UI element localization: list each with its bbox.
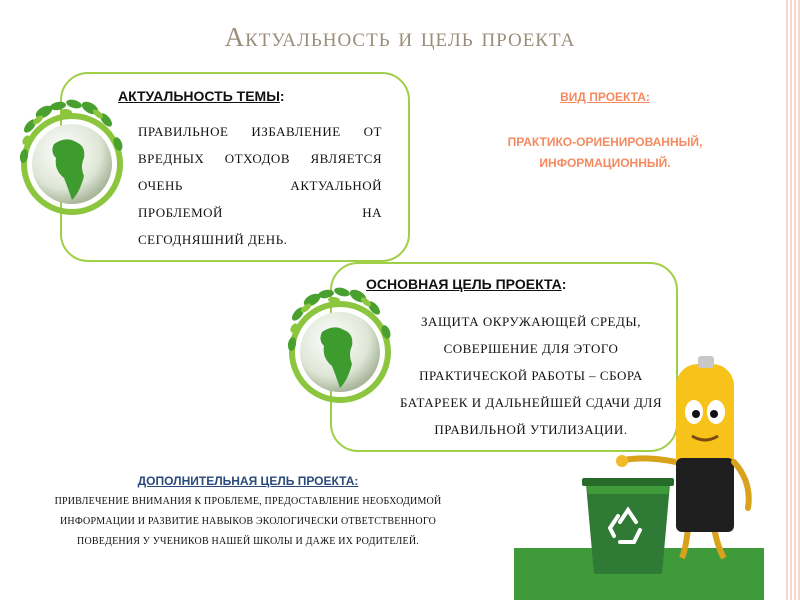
project-type-line: ИНФОРМАЦИОННЫЙ. [539, 156, 671, 170]
extra-goal-line: ИНФОРМАЦИИ И РАЗВИТИЕ НАВЫКОВ ЭКОЛОГИЧЕСКИ ОТВЕТСТВЕННОГО [59, 516, 436, 527]
main-goal-heading [366, 276, 566, 292]
extra-goal-heading: ДОПОЛНИТЕЛЬНАЯ ЦЕЛЬ ПРОЕКТА: [137, 474, 359, 488]
relevance-line: ОЧЕНЬ АКТУАЛЬНОЙ [138, 178, 382, 193]
earth-globe-icon [282, 284, 402, 410]
relevance-line: СЕГОДНЯШНИЙ ДЕНЬ. [138, 232, 288, 247]
project-type-text [470, 132, 740, 174]
main-goal-line: ЗАЩИТА ОКРУЖАЮЩЕЙ СРЕДЫ, [421, 314, 641, 329]
relevance-line: ПРОБЛЕМОЙ НА [138, 205, 382, 220]
main-goal-line: ПРАВИЛЬНОЙ УТИЛИЗАЦИИ. [434, 422, 628, 437]
main-goal-line: ПРАКТИЧЕСКОЙ РАБОТЫ – СБОРА [419, 368, 643, 383]
main-goal-line: СОВЕРШЕНИЕ ДЛЯ ЭТОГО [443, 341, 619, 356]
earth-globe-icon [14, 96, 134, 222]
relevance-heading-colon: : [279, 88, 285, 104]
project-type-line: ПРАКТИКО-ОРИЕНИРОВАННЫЙ, [507, 135, 703, 149]
page-title: Актуальность и цель проекта [224, 22, 576, 52]
main-goal-heading-colon: : [561, 276, 567, 292]
extra-goal-text [20, 492, 476, 552]
relevance-text [138, 118, 382, 253]
relevance-line: ВРЕДНЫХ ОТХОДОВ ЯВЛЯЕТСЯ [138, 151, 382, 166]
main-goal-heading-text: ОСНОВНАЯ ЦЕЛЬ ПРОЕКТА [366, 276, 562, 292]
decorative-border [786, 0, 800, 600]
relevance-line: ПРАВИЛЬНОЕ ИЗБАВЛЕНИЕ ОТ [138, 124, 382, 139]
relevance-heading-text: АКТУАЛЬНОСТЬ ТЕМЫ [118, 88, 280, 104]
extra-goal-line: ПОВЕДЕНИЯ У УЧЕНИКОВ НАШЕЙ ШКОЛЫ И ДАЖЕ ИХ РОДИТЕЛЕЙ. [77, 536, 419, 547]
battery-character-icon [606, 352, 766, 562]
project-type-heading: ВИД ПРОЕКТА: [560, 90, 650, 104]
main-goal-line: БАТАРЕЕК И ДАЛЬНЕЙШЕЙ СДАЧИ ДЛЯ [399, 395, 663, 410]
extra-goal-line: ПРИВЛЕЧЕНИЕ ВНИМАНИЯ К ПРОБЛЕМЕ, ПРЕДОСТАВЛЕНИЕ НЕОБХОДИМОЙ [54, 496, 442, 507]
relevance-heading [118, 88, 285, 104]
